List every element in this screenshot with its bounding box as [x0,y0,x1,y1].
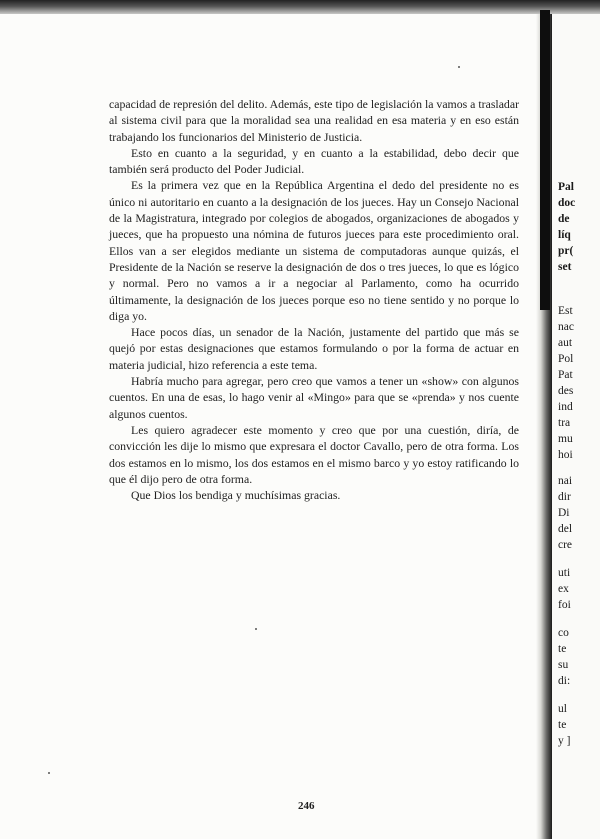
paragraph: Habría mucho para agregar, pero creo que vamos a tener un «show» con algunos cuentos. En una de esas, lo hago venir al «Mingo» para que se «prenda» y nos cuente algunos cuentos. [109,374,519,421]
facing-page-line: des [558,385,574,397]
facing-page-line: y ] [558,735,571,747]
paragraph: Hace pocos días, un senador de la Nación, justamente del partido que más se quejó por estas designaciones que estamos formulando o por la forma de actuar en materia judicial, hizo referencia a este tema. [109,325,519,372]
facing-page-line: Est [558,305,573,317]
facing-page-line: uti [558,567,571,579]
facing-page-line: del [558,523,573,535]
facing-page-heading-line: pr( [558,245,574,257]
scan-speck [255,628,257,630]
facing-page-line: Di [558,507,570,519]
facing-page-line: tra [558,417,571,429]
facing-page-line: te [558,643,567,655]
paragraph: Es la primera vez que en la República Argentina el dedo del presidente no es único ni autoritario en cuanto a la designación de los jueces. Hay un Consejo Nacional de la Magistratura, integrado por colegios de abogados, organizaciones de abogados y jueces, que ha propuesto una nómina de futuros jueces para este procedimiento oral. Ellos van a ser elegidos mediante un sistema de computadoras aunque quizás, el Presidente de la Nación se reserve la designación de dos o tres jueces, lo que es lógico y normal. Pero no vamos a ir a negociar al Parlamento, como ha ocurrido últimamente, la designación de los jueces porque eso no tiene sentido y no porque lo diga yo. [109,178,519,323]
facing-page-line: su [558,659,569,671]
paragraph: Esto en cuanto a la seguridad, y en cuanto a la estabilidad, debo decir que también será producto del Poder Judicial. [109,145,519,177]
facing-page-line: Pat [558,369,573,381]
facing-page-line: nai [558,475,573,487]
paragraph: Que Dios los bendiga y muchísimas gracias. [131,488,341,503]
facing-page-line: dir [558,491,571,503]
facing-page-heading-line: líq [558,229,571,241]
facing-page-line: nac [558,321,574,333]
facing-page-line: co [558,627,569,639]
facing-page-heading-line: doc [558,197,576,209]
facing-page-heading-line: Pal [558,181,574,193]
facing-page-line: cre [558,539,573,551]
scan-speck [458,66,460,68]
facing-page-line: ex [558,583,569,595]
facing-page-line: hoi [558,449,573,461]
scan-top-shadow [0,0,600,14]
page-number: 246 [298,800,315,812]
facing-page-line: mu [558,433,573,445]
facing-page-line: ul [558,703,567,715]
facing-page-fragment [552,14,600,839]
facing-page-line: ind [558,401,573,413]
scan-speck [48,772,50,774]
paragraph: Les quiero agradecer este momento y creo que por una cuestión, diría, de convicción les dije lo mismo que expresara el doctor Cavallo, pero de otra forma. Los dos estamos en lo mismo, los dos estamos en el mismo barco y yo estoy ratificando lo que él dijo pero de otra forma. [109,422,519,486]
facing-page-line: foi [558,599,571,611]
paragraph: capacidad de represión del delito. Además, este tipo de legislación la vamos a trasladar al sistema civil para que la moralidad sea una realidad en esa materia y en eso están trabajando los funcionarios del Ministerio de Justicia. [109,97,519,144]
facing-page-line: Pol [558,353,574,365]
page-body [109,96,519,503]
facing-page-heading-line: de [558,213,570,225]
facing-page-line: di: [558,675,571,687]
facing-page-heading-line: set [558,261,572,273]
facing-page-line: te [558,719,567,731]
facing-page-line: aut [558,337,573,349]
book-spine-dark-edge [540,10,550,310]
